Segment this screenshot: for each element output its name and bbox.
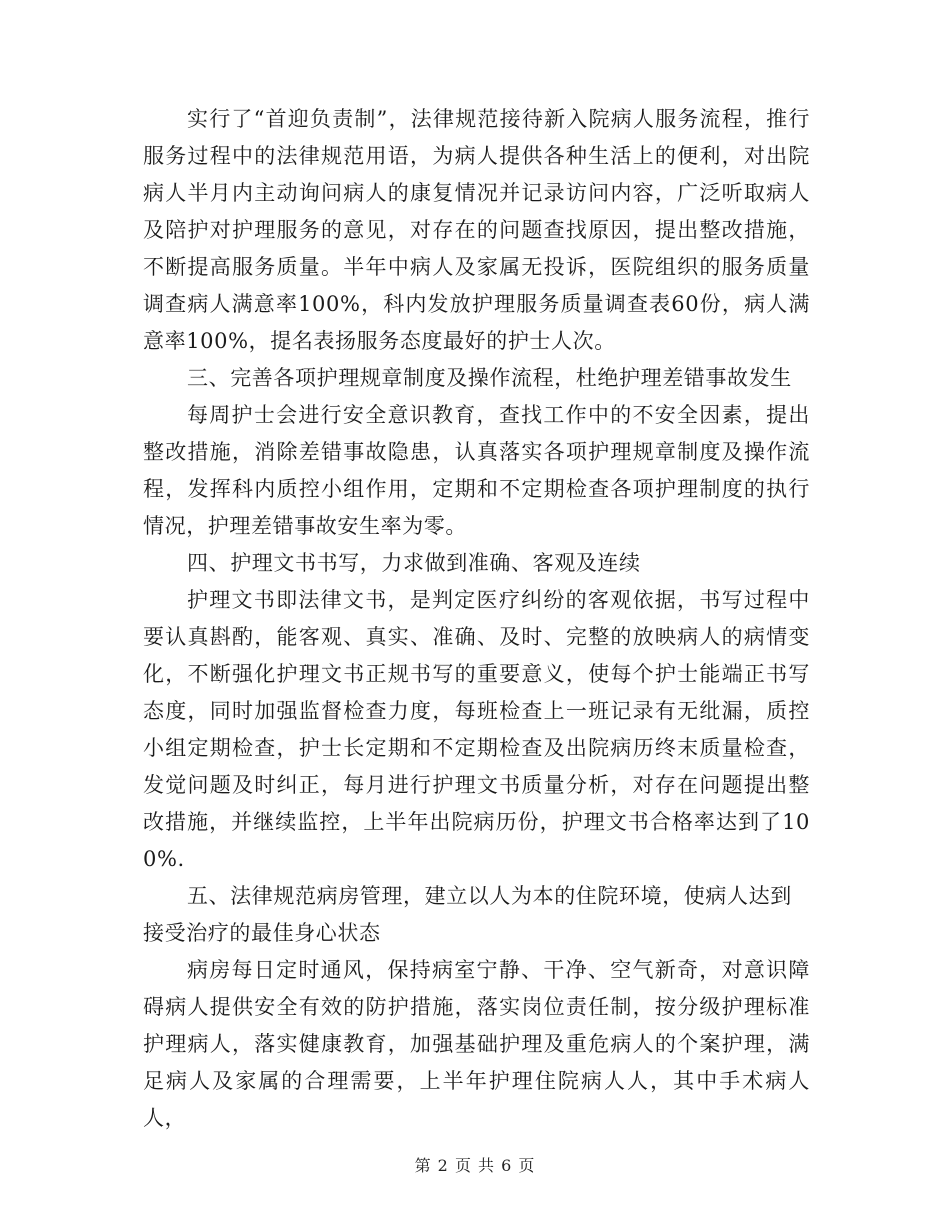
section-heading-3: 三、完善各项护理规章制度及操作流程，杜绝护理差错事故发生 — [187, 366, 792, 390]
paragraph-ward-management: 病房每日定时通风，保持病室宁静、干净、空气新奇，对意识障碍病人提供安全有效的防护措施，落实岗位责任制，按分级护理标准护理病人，落实健康教育，加强基础护理及重危病人的个案护理，满足病人及家属的合理需要，上半年护理住院病人人，其中手术病人人， — [143, 958, 810, 1130]
document-page — [143, 101, 810, 1137]
page-footer: 第 2 页 共 6 页 — [414, 1156, 536, 1175]
paragraph-nursing-documents: 护理文书即法律文书，是判定医疗纠纷的客观依据，书写过程中要认真斟酌，能客观、真实、准确、及时、完整的放映病人的病情变化，不断强化护理文书正规书写的重要意义，使每个护士能端正书写态度，同时加强监督检查力度，每班检查上一班记录有无纰漏，质控小组定期检查，护士长定期和不定期检查及出院病历终末质量检查，发觉问题及时纠正，每月进行护理文书质量分析，对存在问题提出整改措施，并继续监控，上半年出院病历份，护理文书合格率达到了100%. — [143, 588, 810, 871]
paragraph-safety: 每周护士会进行安全意识教育，查找工作中的不安全因素，提出整改措施，消除差错事故隐患，认真落实各项护理规章制度及操作流程，发挥科内质控小组作用，定期和不定期检查各项护理制度的执行情况，护理差错事故安生率为零。 — [143, 403, 810, 538]
section-heading-4: 四、护理文书书写，力求做到准确、客观及连续 — [187, 551, 641, 575]
section-heading-5: 五、法律规范病房管理，建立以人为本的住院环境，使病人达到接受治疗的最佳身心状态 — [143, 884, 792, 945]
paragraph-service-process: 实行了“首迎负责制”，法律规范接待新入院病人服务流程，推行服务过程中的法律规范用语，为病人提供各种生活上的便利，对出院病人半月内主动询问病人的康复情况并记录访问内容，广泛听取病人及陪护对护理服务的意见，对存在的问题查找原因，提出整改措施，不断提高服务质量。半年中病人及家属无投诉，医院组织的服务质量调查病人满意率100%，科内发放护理服务质量调查表60份，病人满意率100%，提名表扬服务态度最好的护士人次。 — [143, 107, 810, 353]
